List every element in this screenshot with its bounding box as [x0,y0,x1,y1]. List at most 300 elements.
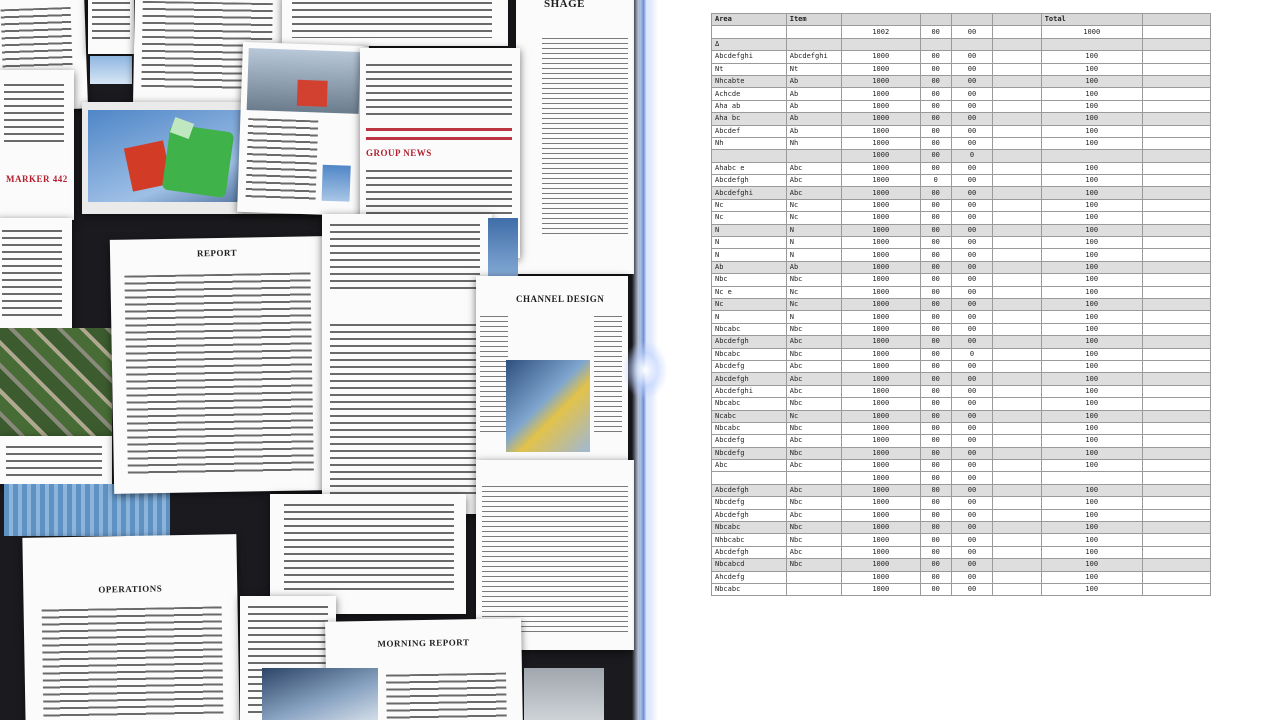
table-cell: 00 [920,422,951,434]
table-cell: 100 [1041,422,1142,434]
table-cell [1142,484,1210,496]
table-cell: 00 [951,422,993,434]
table-cell: Nbcabc [712,522,787,534]
table-cell [1142,410,1210,422]
table-cell: Ahabc e [712,162,787,174]
table-cell: 100 [1041,373,1142,385]
table-cell: Nbcabc [712,398,787,410]
table-cell [1142,360,1210,372]
column-header [920,14,951,26]
table-cell: 1000 [841,100,920,112]
table-cell: Nbc [712,274,787,286]
table-cell [1142,63,1210,75]
column-header [841,14,920,26]
table-cell [993,460,1041,472]
table-row [712,323,1211,335]
table-cell: 1000 [841,472,920,484]
table-cell: 00 [920,385,951,397]
table-cell: N [786,237,841,249]
table-row [712,385,1211,397]
data-table [711,13,1211,596]
photo-card-small [237,42,369,216]
table-cell: 1000 [841,336,920,348]
table-cell: Nbc [786,348,841,360]
subheader-cell: 00 [951,26,993,38]
table-row [712,75,1211,87]
header-row [712,14,1211,26]
table-cell: 00 [951,286,993,298]
table-cell: 1000 [841,497,920,509]
table-cell: 00 [920,348,951,360]
table-row [712,435,1211,447]
table-cell: Abc [786,546,841,558]
table-cell: N [712,224,787,236]
table-row [712,571,1211,583]
table-cell: 00 [920,559,951,571]
table-cell: 00 [920,460,951,472]
subheader-cell: 00 [920,26,951,38]
table-cell: 00 [920,150,951,162]
table-cell: 100 [1041,336,1142,348]
table-cell [993,360,1041,372]
table-cell: 00 [920,497,951,509]
table-cell: 100 [1041,360,1142,372]
table-cell: 100 [1041,435,1142,447]
table-cell: Abcdefghi [712,187,787,199]
table-cell: Abc [786,187,841,199]
table-cell: 00 [951,398,993,410]
table-row [712,274,1211,286]
subheader-cell [1142,26,1210,38]
table-cell [1142,311,1210,323]
table-cell: 00 [920,137,951,149]
table-cell: Abc [786,385,841,397]
table-cell: 1000 [841,237,920,249]
table-cell: 100 [1041,571,1142,583]
table-cell: 00 [951,460,993,472]
table-cell: Nc e [712,286,787,298]
table-cell [1142,460,1210,472]
table-row [712,546,1211,558]
table-cell: 00 [951,125,993,137]
table-cell: 00 [920,224,951,236]
table-cell: Nbcdefg [712,447,787,459]
table-cell: 00 [951,410,993,422]
table-cell: 100 [1041,51,1142,63]
table-cell: Nc [712,298,787,310]
table-cell: Nbc [786,323,841,335]
table-cell [712,150,787,162]
table-cell: 1000 [841,199,920,211]
table-cell [1142,509,1210,521]
table-row [712,162,1211,174]
table-cell [993,497,1041,509]
table-row [712,422,1211,434]
table-cell: 00 [951,571,993,583]
table-cell [993,311,1041,323]
table-cell: 00 [951,100,993,112]
table-cell: 100 [1041,212,1142,224]
table-cell: Nc [786,212,841,224]
table-cell: 100 [1041,224,1142,236]
column-header [1142,14,1210,26]
table-cell: 100 [1041,63,1142,75]
table-cell [1142,323,1210,335]
table-cell: 00 [951,484,993,496]
table-cell [951,38,993,50]
table-cell: 1000 [841,509,920,521]
table-cell [993,398,1041,410]
table-cell: 1000 [841,162,920,174]
table-cell: 00 [951,88,993,100]
table-cell: 100 [1041,298,1142,310]
table-cell: 00 [951,113,993,125]
table-cell: 00 [920,398,951,410]
table-cell [993,51,1041,63]
table-cell: 100 [1041,385,1142,397]
table-cell [993,113,1041,125]
table-body [712,38,1211,596]
table-cell: Nbc [786,398,841,410]
column-header: Item [786,14,841,26]
table-cell: 00 [920,373,951,385]
table-cell [920,38,951,50]
table-cell: Ab [786,261,841,273]
table-cell: Ncabc [712,410,787,422]
table-cell: 00 [951,187,993,199]
table-row [712,63,1211,75]
page-left-lower [0,436,112,484]
table-cell [1142,373,1210,385]
table-cell: 1000 [841,298,920,310]
table-cell: 1000 [841,534,920,546]
table-cell [993,522,1041,534]
table-row [712,398,1211,410]
table-cell: Nc [786,286,841,298]
table-cell: Nbc [786,522,841,534]
table-cell [993,125,1041,137]
table-cell: Nbcabc [712,348,787,360]
table-cell [1142,559,1210,571]
table-cell: Nbcdefg [712,497,787,509]
table-cell: 00 [920,274,951,286]
table-cell: Nbcabc [712,323,787,335]
table-cell: Abc [712,460,787,472]
table-cell: 100 [1041,546,1142,558]
table-cell: 00 [920,212,951,224]
left-headline: MARKER 442 [6,174,68,184]
table-cell: Ab [786,88,841,100]
bottom-right-photo [524,668,604,720]
aerial-photo [0,328,112,436]
table-cell [1142,175,1210,187]
table-cell: 00 [951,509,993,521]
table-cell: 00 [920,75,951,87]
table-row [712,237,1211,249]
table-cell: Ab [712,261,787,273]
table-cell [1142,447,1210,459]
table-cell: 1000 [841,125,920,137]
table-cell [993,212,1041,224]
table-cell: 00 [951,447,993,459]
table-cell: Abcdefgh [712,336,787,348]
table-cell: 1000 [841,522,920,534]
table-cell [1142,38,1210,50]
table-cell: 100 [1041,509,1142,521]
table-cell: 1000 [841,63,920,75]
table-cell [1142,385,1210,397]
table-cell: 100 [1041,249,1142,261]
table-cell: 00 [951,199,993,211]
table-cell: 00 [920,199,951,211]
table-cell: 100 [1041,100,1142,112]
table-cell: 00 [951,261,993,273]
table-cell: 100 [1041,484,1142,496]
channel-heading: CHANNEL DESIGN [516,294,605,304]
table-cell [993,75,1041,87]
table-cell: Abc [786,460,841,472]
table-cell: 100 [1041,274,1142,286]
table-cell: 00 [920,237,951,249]
table-cell [786,150,841,162]
table-cell: 1000 [841,460,920,472]
table-cell [993,88,1041,100]
table-cell: 100 [1041,286,1142,298]
table-cell: 00 [920,410,951,422]
table-cell: 00 [920,63,951,75]
morning-report-heading: MORNING REPORT [377,637,470,649]
table-cell: 00 [951,373,993,385]
table-cell: 1000 [841,175,920,187]
table-cell: 100 [1041,311,1142,323]
table-cell: Abcdefgh [712,373,787,385]
table-cell: Nbc [786,422,841,434]
table-cell: N [786,311,841,323]
table-cell: 1000 [841,286,920,298]
table-cell: Nt [712,63,787,75]
table-cell: 100 [1041,88,1142,100]
table-cell [993,187,1041,199]
table-cell [1142,212,1210,224]
table-cell: Abcdefghi [712,51,787,63]
column-header: Total [1041,14,1142,26]
table-cell: Nt [786,63,841,75]
table-cell: 00 [951,224,993,236]
table-cell: Abcdefg [712,360,787,372]
table-cell [1142,422,1210,434]
column-header [951,14,993,26]
table-cell: Nbc [786,534,841,546]
table-cell: Ab [786,100,841,112]
sky-photo-small [90,56,132,84]
table-cell: 1000 [841,373,920,385]
table-cell: 00 [920,88,951,100]
table-row [712,51,1211,63]
table-cell [993,534,1041,546]
table-cell: 1000 [841,51,920,63]
table-row [712,534,1211,546]
table-row [712,373,1211,385]
table-cell: Abc [786,373,841,385]
table-cell: 100 [1041,137,1142,149]
subheader-row [712,26,1211,38]
table-cell [993,571,1041,583]
table-cell: 1000 [841,150,920,162]
table-cell [993,336,1041,348]
red-headline: GROUP NEWS [366,148,432,158]
table-row [712,410,1211,422]
table-cell [993,472,1041,484]
table-cell [993,447,1041,459]
table-cell: 1000 [841,88,920,100]
table-cell [1142,472,1210,484]
table-row [712,348,1211,360]
table-cell: Nc [786,298,841,310]
table-cell [1142,51,1210,63]
table-cell: 00 [920,187,951,199]
table-cell [1142,398,1210,410]
table-cell: 100 [1041,534,1142,546]
table-cell [993,137,1041,149]
table-row [712,175,1211,187]
table-cell: 00 [920,522,951,534]
table-cell [1142,88,1210,100]
table-cell: Nbc [786,447,841,459]
table-cell [1142,162,1210,174]
table-cell [993,63,1041,75]
table-cell: Abc [786,175,841,187]
page-right-center [322,214,492,514]
table-row [712,224,1211,236]
table-cell: Nbcabcd [712,559,787,571]
table-cell: 1000 [841,385,920,397]
table-cell: Abc [786,484,841,496]
table-cell: 00 [920,546,951,558]
table-cell [993,546,1041,558]
table-cell [841,38,920,50]
table-cell: 00 [920,311,951,323]
table-cell: 1000 [841,224,920,236]
subheader-cell: 1002 [841,26,920,38]
table-cell: Ab [786,125,841,137]
table-cell: 100 [1041,559,1142,571]
table-row [712,460,1211,472]
table-cell [712,472,787,484]
table-cell: Abcdefg [712,435,787,447]
table-cell [993,38,1041,50]
page-left-news [0,70,74,220]
table-cell [1142,534,1210,546]
table-row [712,125,1211,137]
table-cell: 00 [951,435,993,447]
table-cell: 1000 [841,571,920,583]
column-header [993,14,1041,26]
page-right-column [516,0,634,274]
table-cell: 00 [920,509,951,521]
table-cell: Abcdefgh [712,509,787,521]
table-cell: N [786,249,841,261]
table-cell: 00 [951,137,993,149]
table-cell: 00 [920,336,951,348]
table-row [712,583,1211,595]
table-cell [1142,546,1210,558]
table-cell [1142,137,1210,149]
table-cell: Nbc [786,559,841,571]
table-cell: 00 [920,261,951,273]
table-cell: 1000 [841,435,920,447]
table-cell: Abcdefghi [712,385,787,397]
table-cell: 100 [1041,460,1142,472]
table-cell [1142,150,1210,162]
table-cell: 00 [951,522,993,534]
table-cell [1142,286,1210,298]
table-cell: 1000 [841,311,920,323]
table-cell: 00 [951,336,993,348]
table-row [712,150,1211,162]
table-cell: 00 [951,360,993,372]
table-cell [1142,274,1210,286]
table-cell: Achcde [712,88,787,100]
table-cell [1041,38,1142,50]
table-cell [993,385,1041,397]
table-cell: 100 [1041,398,1142,410]
table-cell [1142,237,1210,249]
yellow-object-photo [506,360,590,452]
table-cell: 100 [1041,162,1142,174]
table-cell: 100 [1041,187,1142,199]
table-cell: 100 [1041,323,1142,335]
table-cell: 100 [1041,447,1142,459]
table-cell [1142,348,1210,360]
table-cell: Ahcdefg [712,571,787,583]
table-cell: 00 [920,360,951,372]
table-row [712,447,1211,459]
table-cell: Nbcabc [712,422,787,434]
table-cell: 00 [951,162,993,174]
table-cell [1041,472,1142,484]
table-row [712,497,1211,509]
table-cell: 00 [951,175,993,187]
table-cell: 00 [920,51,951,63]
table-cell [1142,336,1210,348]
table-cell: Abc [786,162,841,174]
table-cell: 00 [920,435,951,447]
table-cell [993,224,1041,236]
table-cell: 1000 [841,398,920,410]
table-cell: 00 [920,249,951,261]
table-cell: 00 [920,125,951,137]
table-cell: N [786,224,841,236]
table-cell: Nhcabte [712,75,787,87]
table-cell [1142,435,1210,447]
page-left-mid [0,218,72,328]
table-row [712,559,1211,571]
column-header: Area [712,14,787,26]
table-cell [1142,497,1210,509]
table-cell [993,348,1041,360]
page-operations [22,534,239,720]
table-cell: 00 [951,298,993,310]
table-cell [993,422,1041,434]
table-cell [1142,113,1210,125]
subheader-cell [712,26,787,38]
page-top-strip-1 [88,0,134,54]
table-cell [1142,75,1210,87]
table-cell: 100 [1041,199,1142,211]
table-row [712,286,1211,298]
table-cell [1142,100,1210,112]
table-cell: 1000 [841,422,920,434]
